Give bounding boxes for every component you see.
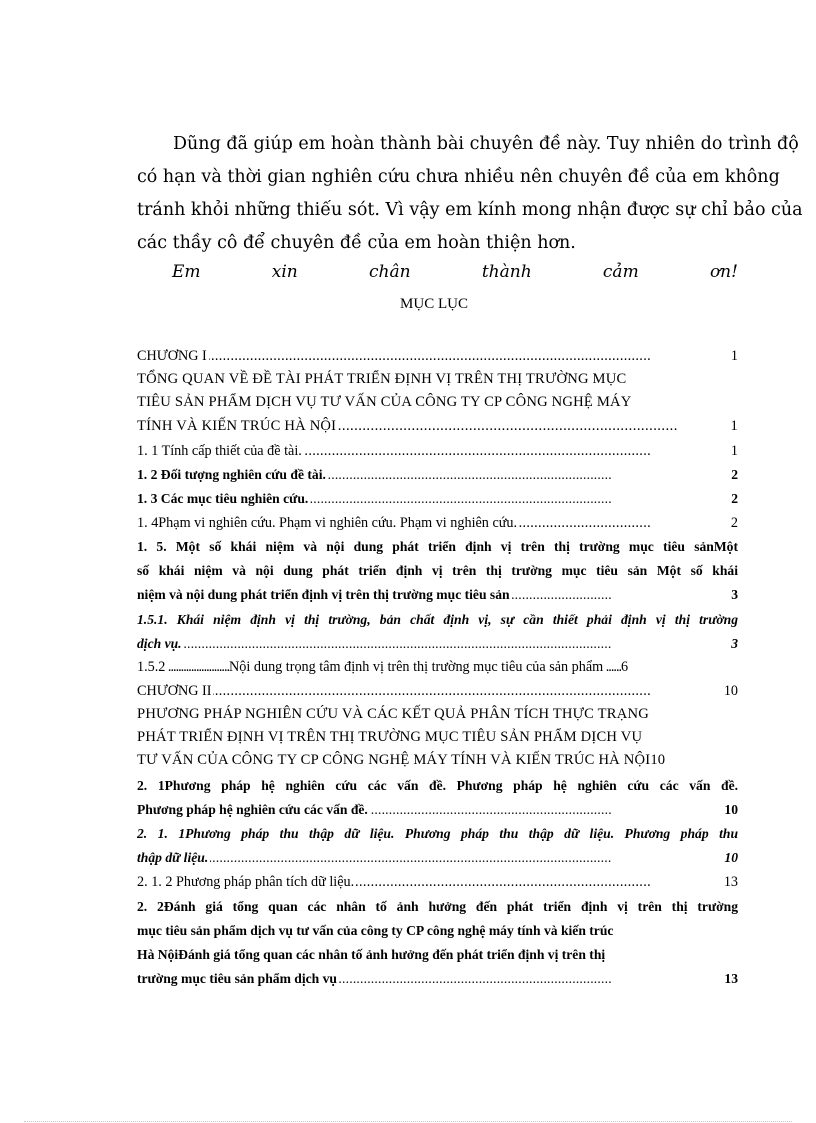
toc-entry-text: TƯ VẤN CỦA CÔNG TY CP CÔNG NGHỆ MÁY TÍNH VÀ KIẾN TRÚC HÀ NỘI — [137, 752, 651, 768]
toc-page-number: 10 — [650, 752, 666, 768]
toc-entry-text: 1. 4Phạm vi nghiên cứu. Phạm vi nghiên cứu. Phạm vi nghiên cứu. — [137, 512, 519, 534]
toc-entry-chapter-1[interactable] — [137, 345, 738, 367]
toc-entry-text: CHƯƠNG I — [137, 345, 209, 367]
toc-entry-chapter-1-title[interactable]: TIÊU SẢN PHẨM DỊCH VỤ TƯ VẤN CỦA CÔNG TY CP CÔNG NGHỆ MÁY — [137, 394, 632, 410]
toc-entry-text: CHƯƠNG II — [137, 680, 213, 702]
toc-entry-chapter-2[interactable] — [137, 680, 738, 702]
toc-leader: ........................ — [165, 659, 230, 675]
toc-entry-1-5-2[interactable] — [137, 656, 777, 678]
thanks-word: xin — [271, 262, 298, 282]
toc-page-number: 3 — [729, 633, 738, 655]
thanks-word: Em — [172, 262, 201, 282]
toc-entry-chapter-1-title[interactable]: TỔNG QUAN VỀ ĐỀ TÀI PHÁT TRIỂN ĐỊNH VỊ TRÊN THỊ TRƯỜNG MỤC — [137, 371, 627, 387]
toc-entry-text: 1. 1 Tính cấp thiết của đề tài. — [137, 440, 304, 462]
toc-page-number: 10 — [722, 680, 738, 702]
toc-entry-text: niệm và nội dung phát triển định vị trên thị trường mục tiêu sản — [137, 584, 512, 606]
toc-entry-chapter-2-title[interactable] — [137, 749, 757, 771]
toc-entry-1-5-1[interactable] — [137, 633, 738, 655]
toc-page-number: 1 — [729, 345, 738, 367]
thanks-word: thành — [481, 262, 532, 282]
toc-entry-text: dịch vụ. — [137, 633, 184, 655]
toc-entry-text: 2. 1. 2 Phương pháp phân tích dữ liệu. — [137, 871, 356, 893]
toc-entry-2-2[interactable]: mục tiêu sản phẩm dịch vụ tư vấn của công ty CP công nghệ máy tính và kiến trúc — [137, 923, 614, 938]
toc-page-number: 2 — [729, 512, 738, 534]
toc-leader: ...... — [603, 659, 622, 675]
toc-page-number: 6 — [621, 659, 629, 675]
thanks-line — [172, 262, 738, 282]
toc-entry-chapter-2-title[interactable]: PHÁT TRIỂN ĐỊNH VỊ TRÊN THỊ TRƯỜNG MỤC TIÊU SẢN PHẨM DỊCH VỤ — [137, 729, 643, 745]
toc-entry-1-5[interactable]: số khái niệm và nội dung phát triển định vị trên thị trường mục tiêu sản Một số khái — [137, 563, 738, 578]
toc-entry-2-2[interactable]: 2. 2Đánh giá tổng quan các nhân tố ảnh hưởng đến phát triển định vị trên thị trường — [137, 899, 738, 914]
toc-entry-1-2[interactable] — [137, 464, 738, 486]
intro-line: tránh khỏi những thiếu sót. Vì vậy em kính mong nhận được sự chỉ bảo của — [137, 200, 803, 220]
toc-entry-1-5[interactable] — [137, 584, 738, 606]
toc-entry-2-1-1[interactable]: 2. 1. 1Phương pháp thu thập dữ liệu. Phương pháp thu thập dữ liệu. Phương pháp thu — [137, 826, 738, 841]
toc-entry-chapter-1-title[interactable] — [137, 415, 738, 437]
thanks-word: cảm — [602, 262, 639, 282]
toc-page-number: 2 — [729, 488, 738, 510]
toc-entry-text: TÍNH VÀ KIẾN TRÚC HÀ NỘI — [137, 415, 338, 437]
toc-entry-1-3[interactable] — [137, 488, 738, 510]
toc-entry-text: Nội dung trọng tâm định vị trên thị trường mục tiêu của sản phẩm — [229, 659, 604, 675]
toc-entry-2-1[interactable] — [137, 799, 738, 821]
toc-entry-2-1-2[interactable] — [137, 871, 738, 893]
toc-entry-1-1[interactable] — [137, 440, 738, 462]
toc-page-number: 1 — [729, 415, 739, 437]
toc-page-number: 10 — [722, 799, 738, 821]
intro-line: có hạn và thời gian nghiên cứu chưa nhiều nên chuyên đề của em không — [137, 167, 780, 187]
toc-page-number: 13 — [722, 968, 738, 990]
toc-entry-2-2[interactable] — [137, 968, 738, 990]
thanks-word: ơn! — [709, 262, 738, 282]
toc-entry-number: 1.5.2 — [137, 659, 166, 675]
intro-paragraph — [137, 128, 803, 260]
intro-line: các thầy cô để chuyên đề của em hoàn thiện hơn. — [137, 233, 576, 253]
toc-entry-text: 1. 3 Các mục tiêu nghiên cứu. — [137, 488, 310, 510]
toc-page-number: 1 — [729, 440, 738, 462]
toc-page-number: 10 — [722, 847, 738, 869]
toc-entry-text: trường mục tiêu sản phẩm dịch vụ — [137, 968, 339, 990]
toc-entry-2-1[interactable]: 2. 1Phương pháp hệ nghiên cứu các vấn đề. Phương pháp hệ nghiên cứu các vấn đề. — [137, 778, 738, 793]
toc-entry-text: thập dữ liệu. — [137, 847, 210, 869]
toc-entry-text: 1. 2 Đối tượng nghiên cứu đề tài. — [137, 464, 328, 486]
page-bottom-divider — [24, 1121, 792, 1122]
toc-page-number: 13 — [722, 871, 738, 893]
toc-title: MỤC LỤC — [400, 296, 468, 312]
toc-entry-text: Phương pháp hệ nghiên cứu các vấn đề. — [137, 799, 370, 821]
toc-entry-1-4[interactable] — [137, 512, 738, 534]
toc-page-number: 2 — [729, 464, 738, 486]
intro-line: Dũng đã giúp em hoàn thành bài chuyên đề này. Tuy nhiên do trình độ — [173, 134, 799, 154]
toc-entry-chapter-2-title[interactable]: PHƯƠNG PHÁP NGHIÊN CỨU VÀ CÁC KẾT QUẢ PHÂN TÍCH THỰC TRẠNG — [137, 706, 649, 722]
toc-entry-2-1-1[interactable] — [137, 847, 738, 869]
toc-entry-1-5[interactable]: 1. 5. Một số khái niệm và nội dung phát triển định vị trên thị trường mục tiêu sảnMột — [137, 539, 738, 554]
toc-entry-1-5-1[interactable]: 1.5.1. Khái niệm định vị thị trường, bản chất định vị, sự cần thiết phải định vị thị trường — [137, 612, 738, 627]
toc-page-number: 3 — [729, 584, 738, 606]
toc-entry-2-2[interactable]: Hà NộiĐánh giá tổng quan các nhân tố ảnh hưởng đến phát triển định vị trên thị — [137, 947, 606, 962]
thanks-word: chân — [369, 262, 411, 282]
